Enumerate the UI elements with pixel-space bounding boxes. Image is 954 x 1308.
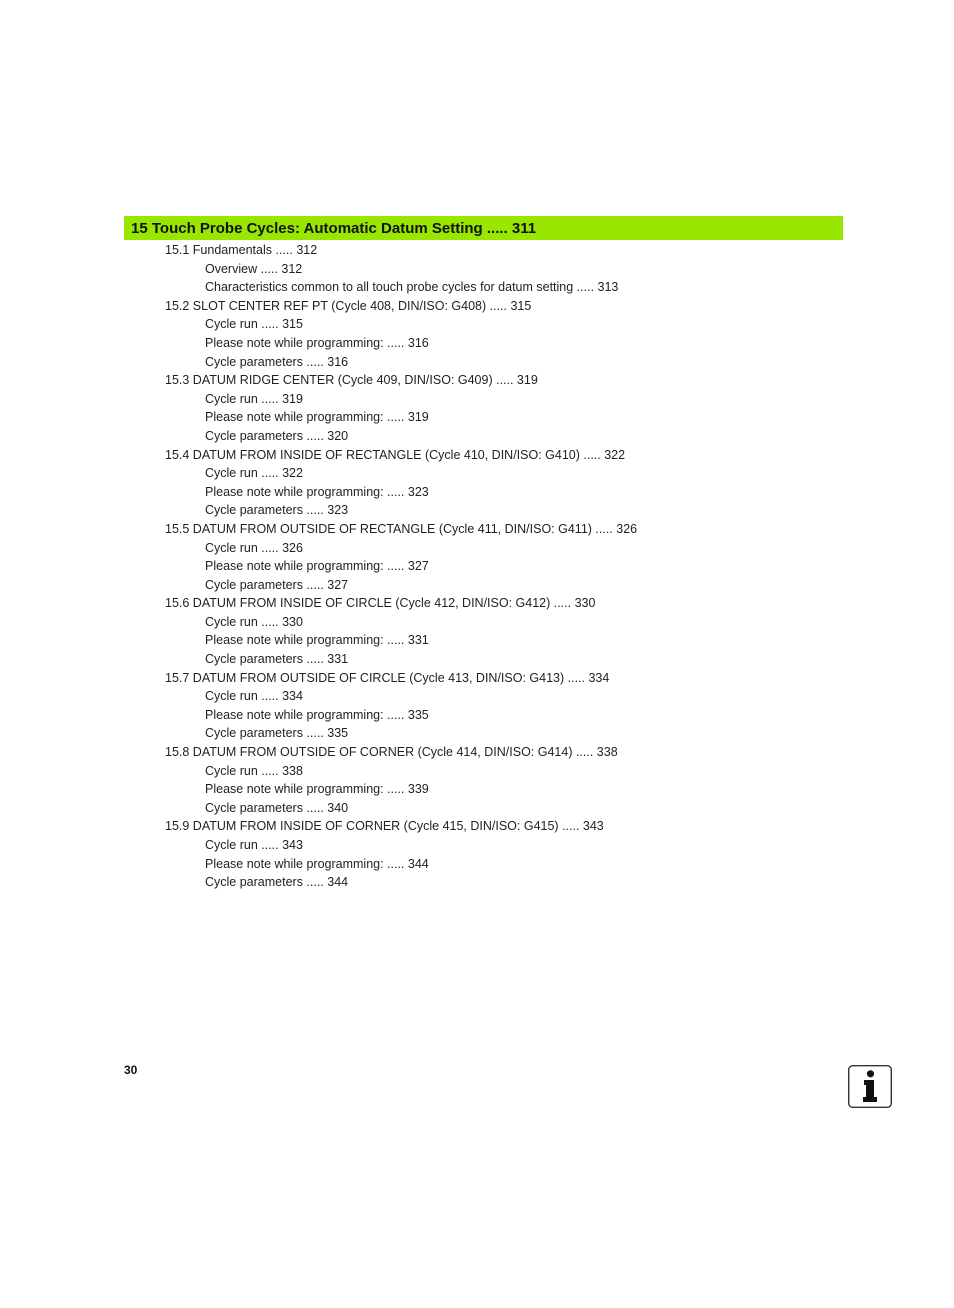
toc-subsection-entry[interactable]: Please note while programming: ..... 339: [205, 782, 429, 797]
toc-subsection-entry[interactable]: Cycle parameters ..... 327: [205, 577, 349, 592]
toc-subsection-entry[interactable]: Cycle run ..... 334: [205, 689, 303, 704]
toc-subsection-entry[interactable]: Please note while programming: ..... 319: [205, 410, 429, 425]
toc-section-entry[interactable]: 15.8 DATUM FROM OUTSIDE OF CORNER (Cycle 414, DIN/ISO: G414) ..... 338: [165, 745, 618, 760]
toc-subsection-entry[interactable]: Cycle run ..... 319: [205, 391, 303, 406]
toc-subsection-entry[interactable]: Cycle run ..... 343: [205, 838, 303, 852]
toc-section-entry[interactable]: 15.7 DATUM FROM OUTSIDE OF CIRCLE (Cycle 413, DIN/ISO: G413) ..... 334: [165, 670, 610, 685]
toc-section-entry[interactable]: 15.4 DATUM FROM INSIDE OF RECTANGLE (Cycle 410, DIN/ISO: G410) ..... 322: [165, 447, 626, 462]
toc-section-entry[interactable]: 15.9 DATUM FROM INSIDE OF CORNER (Cycle 415, DIN/ISO: G415) ..... 343: [165, 819, 604, 834]
toc-subsection-entry[interactable]: Please note while programming: ..... 344: [205, 856, 429, 871]
toc-section-entry[interactable]: 15.2 SLOT CENTER REF PT (Cycle 408, DIN/ISO: G408) ..... 315: [165, 298, 532, 313]
toc-subsection-entry[interactable]: Cycle run ..... 315: [205, 317, 303, 332]
toc-subsection-entry[interactable]: Cycle parameters ..... 320: [205, 428, 349, 443]
toc-section-entry[interactable]: 15.5 DATUM FROM OUTSIDE OF RECTANGLE (Cycle 411, DIN/ISO: G411) ..... 326: [165, 521, 638, 536]
toc-section-entry[interactable]: 15.1 Fundamentals ..... 312: [165, 243, 318, 257]
chapter-heading-bar: [124, 216, 843, 240]
toc-subsection-entry[interactable]: Please note while programming: ..... 331: [205, 633, 429, 648]
toc-subsection-entry[interactable]: Cycle run ..... 326: [205, 540, 303, 555]
chapter-title[interactable]: 15 Touch Probe Cycles: Automatic Datum Setting ..... 311: [131, 219, 537, 237]
toc-subsection-entry[interactable]: Cycle parameters ..... 344: [205, 875, 349, 890]
toc-subsection-entry[interactable]: Cycle parameters ..... 340: [205, 800, 349, 815]
toc-subsection-entry[interactable]: Cycle parameters ..... 335: [205, 726, 349, 741]
info-icon: [848, 1065, 892, 1108]
toc-section-entry[interactable]: 15.3 DATUM RIDGE CENTER (Cycle 409, DIN/ISO: G409) ..... 319: [165, 373, 538, 388]
toc-subsection-entry[interactable]: Please note while programming: ..... 316: [205, 335, 429, 350]
toc-subsection-entry[interactable]: Cycle run ..... 330: [205, 614, 303, 629]
toc-subsection-entry[interactable]: Cycle run ..... 322: [205, 466, 303, 481]
toc-subsection-entry[interactable]: Please note while programming: ..... 323: [205, 484, 429, 499]
page-number: 30: [124, 1063, 138, 1077]
toc-subsection-entry[interactable]: Cycle parameters ..... 316: [205, 354, 349, 369]
toc-subsection-entry[interactable]: Please note while programming: ..... 327: [205, 559, 429, 574]
table-of-contents: [0, 241, 954, 892]
toc-subsection-entry[interactable]: Cycle run ..... 338: [205, 763, 303, 778]
toc-section-entry[interactable]: 15.6 DATUM FROM INSIDE OF CIRCLE (Cycle 412, DIN/ISO: G412) ..... 330: [165, 596, 596, 611]
toc-subsection-entry[interactable]: Characteristics common to all touch probe cycles for datum setting ..... 313: [205, 280, 619, 295]
toc-subsection-entry[interactable]: Overview ..... 312: [205, 261, 303, 276]
toc-subsection-entry[interactable]: Cycle parameters ..... 323: [205, 503, 349, 518]
toc-subsection-entry[interactable]: Cycle parameters ..... 331: [205, 652, 349, 667]
toc-subsection-entry[interactable]: Please note while programming: ..... 335: [205, 707, 429, 722]
